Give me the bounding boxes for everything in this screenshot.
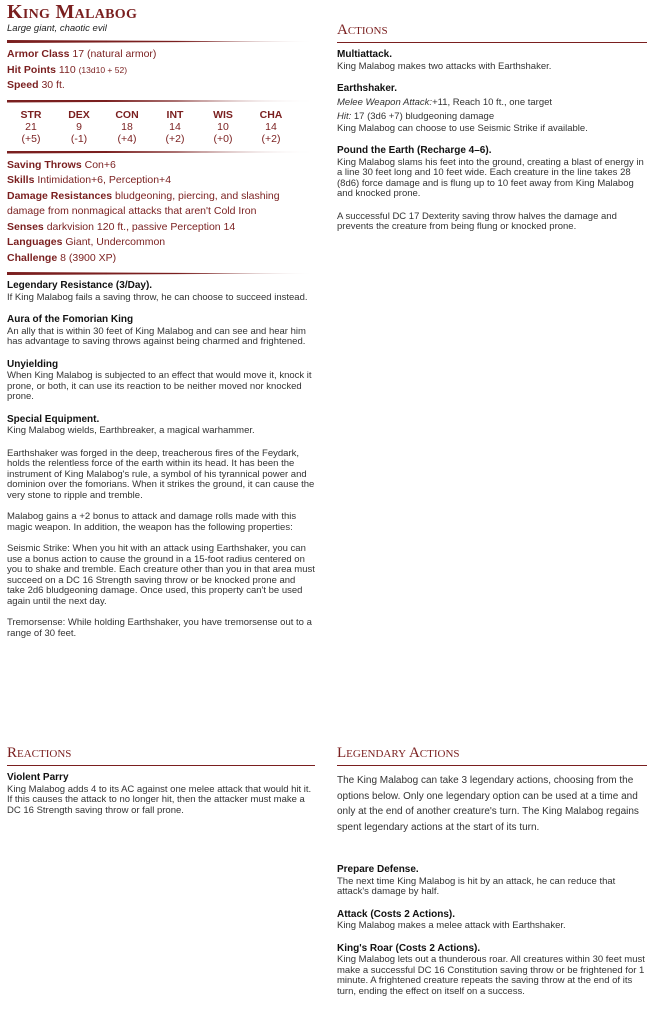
- hit-points-line: [7, 63, 315, 79]
- ability-name: CHA: [259, 108, 283, 121]
- legendary-title: Prepare Defense.: [337, 864, 419, 875]
- legendary-kings-roar: [337, 944, 647, 998]
- ability-score: 18: [121, 120, 133, 133]
- skills-value: Intimidation+6, Perception+4: [37, 174, 172, 186]
- speed-label: Speed: [7, 79, 39, 91]
- tremorsense: Tremorsense: While holding Earthshaker, you have tremorsense out to a range of 30 feet.: [7, 617, 312, 639]
- senses-value: darkvision 120 ft., passive Perception 14: [46, 220, 236, 233]
- saving-throws-label: Saving Throws: [7, 158, 82, 171]
- legendary-heading: Legendary Actions: [337, 745, 647, 766]
- action-title: Multiattack.: [337, 49, 393, 60]
- armor-class-value: 17 (natural armor): [72, 48, 157, 60]
- trait-title: Unyielding: [7, 358, 59, 370]
- trait-text: An ally that is within 30 feet of King Malabog and can see and hear him has advantage to saving throws against being charmed and frightened.: [7, 325, 306, 347]
- trait-special-equipment: [7, 415, 315, 437]
- saving-throws-value: Con+6: [84, 158, 116, 171]
- trait-title: Legendary Resistance (3/Day).: [7, 280, 153, 291]
- legendary-text: The next time King Malabog is hit by an attack, he can reduce that attack's damage by half.: [337, 875, 616, 897]
- hit-points-value: 110: [58, 63, 76, 76]
- damage-resistances-line: [7, 189, 315, 220]
- melee-label: Melee Weapon Attack:: [337, 96, 433, 108]
- ability-score: 14: [265, 120, 277, 133]
- ability-scores: [7, 109, 315, 145]
- armor-class-label: Armor Class: [7, 48, 70, 60]
- trait-legendary-resistance: [7, 281, 315, 303]
- statblock-right-column: [337, 22, 647, 244]
- ability-name: CON: [115, 108, 139, 121]
- ability-score: 10: [217, 120, 229, 133]
- seismic-strike: Seismic Strike: When you hit with an attack using Earthshaker, you can use a bonus action to cause the ground in a 15-foot radius centered on you to shake and tremble. Each creature other than you in that area must succeed on a DC 16 Strength saving throw or be knocked prone and take 2d6 bludgeoning damage. Once used, this property can't be used again until the next day.: [7, 543, 315, 607]
- ability-name: WIS: [213, 108, 233, 121]
- legendary-text: King Malabog lets out a thunderous roar. All creatures within 30 feet must make a successful DC 16 Constitution saving throw or be frightened for 1 minute. A frightened creature repeats the saving throw at the end of its turn, ending the effect on itself on a success.: [337, 954, 645, 997]
- ability-mod: (+5): [21, 132, 41, 145]
- action-title: Earthshaker.: [337, 83, 398, 94]
- trait-text: King Malabog wields, Earthbreaker, a magical warhammer.: [7, 425, 255, 436]
- legendary-text: King Malabog makes a melee attack with Earthshaker.: [337, 920, 566, 931]
- monster-name: King Malabog: [7, 1, 138, 23]
- languages-label: Languages: [7, 236, 63, 248]
- reactions-section: [7, 745, 315, 828]
- ability-score: 9: [76, 120, 82, 133]
- ability-mod: (+4): [117, 132, 137, 145]
- divider: [7, 272, 315, 275]
- damage-resistances-label: Damage Resistances: [7, 189, 113, 202]
- legendary-attack: [337, 910, 647, 932]
- hit-line: [337, 110, 647, 124]
- hit-value: 17 (3d6 +7) bludgeoning damage: [353, 110, 495, 122]
- ability-mod: (+2): [261, 132, 281, 145]
- reactions-heading: Reactions: [7, 745, 315, 766]
- senses-line: [7, 220, 315, 236]
- divider: [7, 151, 315, 154]
- earthshaker-lore: Earthshaker was forged in the deep, treacherous fires of the Feydark, holds the relentless force of the earth within its head. It has been the instrument of King Malabog's rule, a symbol of his tyrannical power and dominion over the fomorians. When it strikes the ground, it can cause the very stone to ripple and tremble.: [7, 447, 315, 501]
- ability-mod: (+2): [165, 132, 185, 145]
- legendary-intro: The King Malabog can take 3 legendary actions, choosing from the options below. Only one legendary option can be used at a time and only at the end of another creature's turn. The King Malabog regains spent legendary actions at the start of its turn.: [337, 775, 639, 833]
- trait-title: Special Equipment.: [7, 413, 100, 425]
- trait-unyielding: [7, 360, 315, 403]
- trait-text: If King Malabog fails a saving throw, he can choose to succeed instead.: [7, 291, 308, 303]
- ability-wis: [199, 109, 247, 145]
- actions-heading: Actions: [337, 22, 647, 43]
- weapon-bonus: Malabog gains a +2 bonus to attack and damage rolls made with this magic weapon. In addition, the weapon has the following properties:: [7, 511, 297, 533]
- speed-line: [7, 78, 315, 94]
- legendary-actions-section: [337, 745, 647, 1009]
- ability-score: 21: [25, 120, 37, 133]
- trait-title: Aura of the Fomorian King: [7, 314, 134, 325]
- ability-mod: (+0): [213, 132, 233, 145]
- action-earthshaker: [337, 84, 647, 134]
- speed-value: 30 ft.: [41, 79, 65, 91]
- melee-value: +11, Reach 10 ft., one target: [432, 96, 553, 108]
- divider: [7, 40, 315, 43]
- challenge-value: 8 (3900 XP): [60, 251, 117, 264]
- action-text: King Malabog makes two attacks with Earthshaker.: [337, 60, 552, 72]
- armor-class-line: [7, 47, 315, 63]
- damage-resistances-value: bludgeoning, piercing, and slashing: [114, 189, 280, 202]
- languages-value: Giant, Undercommon: [65, 236, 166, 248]
- senses-label: Senses: [7, 220, 44, 233]
- damage-resistances-value-2: damage from nonmagical attacks that aren't Cold Iron: [7, 205, 257, 217]
- ability-str: [7, 109, 55, 145]
- hit-points-formula: (13d10 + 52): [78, 64, 128, 75]
- action-text: King Malabog slams his feet into the ground, creating a blast of energy in a line 30 feet long and 10 feet wide. Each creature in the line takes 28 (8d6) force damage and is flung up to 10 feet away from King Malabog and knocked prone.: [337, 156, 644, 199]
- ability-mod: (-1): [70, 132, 88, 145]
- action-pound-the-earth: [337, 146, 647, 200]
- trait-aura: [7, 315, 315, 348]
- legendary-title: Attack (Costs 2 Actions).: [337, 908, 455, 920]
- melee-line: [337, 96, 647, 110]
- ability-score: 14: [169, 120, 181, 133]
- seismic-note: King Malabog can choose to use Seismic Strike if available.: [337, 122, 588, 134]
- ability-int: [151, 109, 199, 145]
- action-title: Pound the Earth (Recharge 4–6).: [337, 145, 492, 156]
- languages-line: [7, 235, 315, 251]
- trait-text: When King Malabog is subjected to an effect that would move it, knock it prone, or both, it can use its reaction to be neither moved nor knocked prone.: [7, 370, 312, 402]
- hit-points-label: Hit Points: [7, 63, 56, 76]
- skills-line: [7, 173, 315, 189]
- legendary-title: King's Roar (Costs 2 Actions).: [337, 942, 481, 954]
- legendary-prepare-defense: [337, 865, 647, 898]
- action-multiattack: [337, 50, 647, 72]
- divider: [7, 100, 315, 103]
- reaction-violent-parry: [7, 773, 315, 816]
- pound-save-text: A successful DC 17 Dexterity saving throw halves the damage and prevents the creature from being flung or knocked prone.: [337, 210, 617, 232]
- skills-label: Skills: [7, 174, 35, 186]
- statblock-left-column: [7, 2, 315, 650]
- ability-cha: [247, 109, 295, 145]
- challenge-line: [7, 251, 315, 267]
- ability-dex: [55, 109, 103, 145]
- reaction-title: Violent Parry: [7, 772, 69, 783]
- ability-name: INT: [166, 108, 184, 121]
- saving-throws-line: [7, 158, 315, 174]
- ability-con: [103, 109, 151, 145]
- hit-label: Hit:: [337, 110, 352, 122]
- challenge-label: Challenge: [7, 251, 58, 264]
- ability-name: DEX: [68, 108, 90, 121]
- monster-type-line: Large giant, chaotic evil: [7, 23, 107, 34]
- reaction-text: King Malabog adds 4 to its AC against one melee attack that would hit it. If this causes the attack to no longer hit, then the attacker must make a DC 16 Strength saving throw or fall prone.: [7, 783, 312, 816]
- ability-name: STR: [20, 108, 42, 121]
